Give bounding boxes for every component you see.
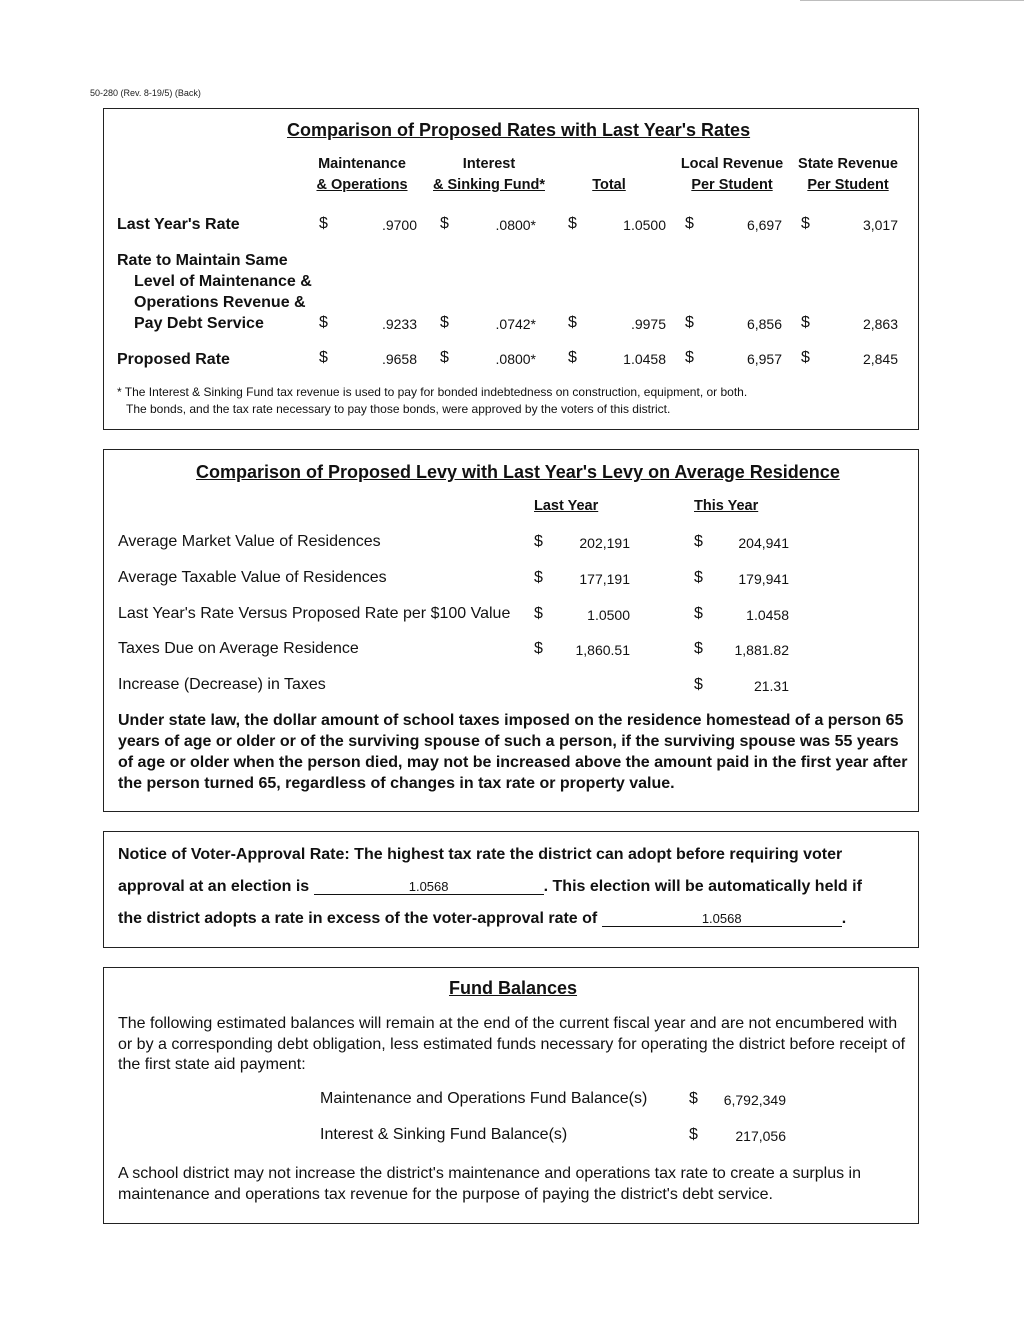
value-local-revenue: 6,697 (746, 217, 782, 233)
header-interest-sinking: Interest & Sinking Fund* (433, 156, 545, 193)
row-label-maintain-same: Rate to Maintain Same Level of Maintenance & Operations Revenue & Pay Debt Service (117, 252, 312, 332)
dollar-sign: $ (689, 1090, 698, 1107)
voter-approval-rate-value: 1.0568 (314, 880, 544, 895)
dollar-sign: $ (694, 533, 703, 550)
value-mo: .9233 (381, 316, 417, 332)
header-maintenance-operations: Maintenance & Operations (316, 156, 408, 193)
dollar-sign: $ (534, 605, 543, 622)
levy-row-label: Average Market Value of Residences (118, 533, 381, 550)
value-is: .0800* (495, 217, 536, 233)
dollar-sign: $ (685, 215, 694, 232)
page-edge-line (800, 0, 1024, 1)
fund-item-label: Maintenance and Operations Fund Balance(s) (320, 1090, 648, 1107)
levy-this-year-value: 204,941 (738, 535, 789, 551)
value-mo: .9658 (381, 351, 417, 367)
value-mo: .9700 (381, 217, 417, 233)
levy-this-year-value: 1.0458 (746, 607, 789, 623)
dollar-sign: $ (568, 349, 577, 366)
row-label-proposed: Proposed Rate (117, 351, 230, 368)
fund-closing-statement: A school district may not increase the district's maintenance and operations tax rate to create a surplus in maintenance and operations tax revenue for the purpose of paying the district's debt service. (118, 1165, 861, 1203)
rates-footnote-line1: * The Interest & Sinking Fund tax revenue is used to pay for bonded indebtedness on construction, equipment, or both. (117, 385, 748, 399)
value-total: .9975 (630, 316, 666, 332)
dollar-sign: $ (689, 1126, 698, 1143)
header-total: Total (592, 177, 626, 193)
col-last-year: Last Year (534, 498, 599, 514)
rates-comparison-section (103, 108, 919, 430)
fund-item-label: Interest & Sinking Fund Balance(s) (320, 1126, 568, 1143)
header-state-revenue: State Revenue Per Student (798, 156, 898, 193)
row-label-last-year: Last Year's Rate (117, 216, 240, 233)
fund-title: Fund Balances (449, 978, 578, 998)
dollar-sign: $ (694, 569, 703, 586)
levy-last-year-value: 1,860.51 (575, 642, 630, 658)
value-is: .0742* (495, 316, 536, 332)
col-this-year: This Year (694, 498, 759, 514)
dollar-sign: $ (685, 314, 694, 331)
levy-row-label: Average Taxable Value of Residences (118, 569, 387, 586)
form-number: 50-280 (Rev. 8-19/5) (Back) (90, 88, 201, 98)
value-state-revenue: 3,017 (862, 217, 898, 233)
fund-balances-section (103, 967, 919, 1224)
levy-this-year-value: 21.31 (753, 678, 789, 694)
value-total: 1.0500 (623, 217, 666, 233)
dollar-sign: $ (534, 569, 543, 586)
value-local-revenue: 6,957 (746, 351, 782, 367)
dollar-sign: $ (801, 349, 810, 366)
value-state-revenue: 2,863 (862, 316, 898, 332)
dollar-sign: $ (440, 314, 449, 331)
dollar-sign: $ (534, 640, 543, 657)
levy-this-year-value: 1,881.82 (734, 642, 789, 658)
dollar-sign: $ (440, 349, 449, 366)
fund-item-value: 217,056 (735, 1128, 786, 1144)
dollar-sign: $ (568, 314, 577, 331)
value-local-revenue: 6,856 (746, 316, 782, 332)
voter-approval-rate-value: 1.0568 (602, 912, 842, 927)
levy-this-year-value: 179,941 (738, 571, 789, 587)
dollar-sign: $ (685, 349, 694, 366)
rates-footnote-line2: The bonds, and the tax rate necessary to pay those bonds, were approved by the voters of this district. (126, 402, 671, 416)
dollar-sign: $ (801, 314, 810, 331)
value-total: 1.0458 (623, 351, 666, 367)
levy-row-label: Last Year's Rate Versus Proposed Rate per $100 Value (118, 605, 511, 622)
levy-row-label: Taxes Due on Average Residence (118, 640, 359, 657)
dollar-sign: $ (534, 533, 543, 550)
levy-last-year-value: 202,191 (579, 535, 630, 551)
levy-title: Comparison of Proposed Levy with Last Year's Levy on Average Residence (196, 462, 840, 482)
rates-title: Comparison of Proposed Rates with Last Year's Rates (287, 120, 751, 140)
notice-line3: the district adopts a rate in excess of the voter-approval rate of 1.0568 . (118, 910, 847, 927)
dollar-sign: $ (319, 215, 328, 232)
voter-approval-notice-section (103, 831, 919, 948)
levy-last-year-value: 177,191 (579, 571, 630, 587)
dollar-sign: $ (319, 349, 328, 366)
levy-last-year-value: 1.0500 (587, 607, 630, 623)
fund-intro: The following estimated balances will remain at the end of the current fiscal year and are not encumbered with or by a corresponding debt obligation, less estimated funds necessary for operating the district before receipt of the first state aid payment: (118, 1015, 906, 1073)
levy-comparison-section (103, 449, 919, 812)
dollar-sign: $ (801, 215, 810, 232)
dollar-sign: $ (694, 605, 703, 622)
notice-line2: approval at an election is 1.0568 . This election will be automatically held if (118, 878, 862, 895)
dollar-sign: $ (694, 640, 703, 657)
value-state-revenue: 2,845 (862, 351, 898, 367)
value-is: .0800* (495, 351, 536, 367)
fund-item-value: 6,792,349 (723, 1092, 786, 1108)
dollar-sign: $ (440, 215, 449, 232)
levy-row-label: Increase (Decrease) in Taxes (118, 676, 326, 693)
notice-line1: Notice of Voter-Approval Rate: The highest tax rate the district can adopt before requiring voter (118, 846, 843, 863)
dollar-sign: $ (694, 676, 703, 693)
dollar-sign: $ (568, 215, 577, 232)
dollar-sign: $ (319, 314, 328, 331)
homestead-statement: Under state law, the dollar amount of school taxes imposed on the residence homestead of a person 65 years of age or older or of the surviving spouse of such a person, if the surviving spouse was 55 years of age or older when the person died, may not be increased above the amount paid in the first year after the person turned 65, regardless of changes in tax rate or property value. (118, 712, 908, 792)
header-local-revenue: Local Revenue Per Student (680, 156, 784, 193)
